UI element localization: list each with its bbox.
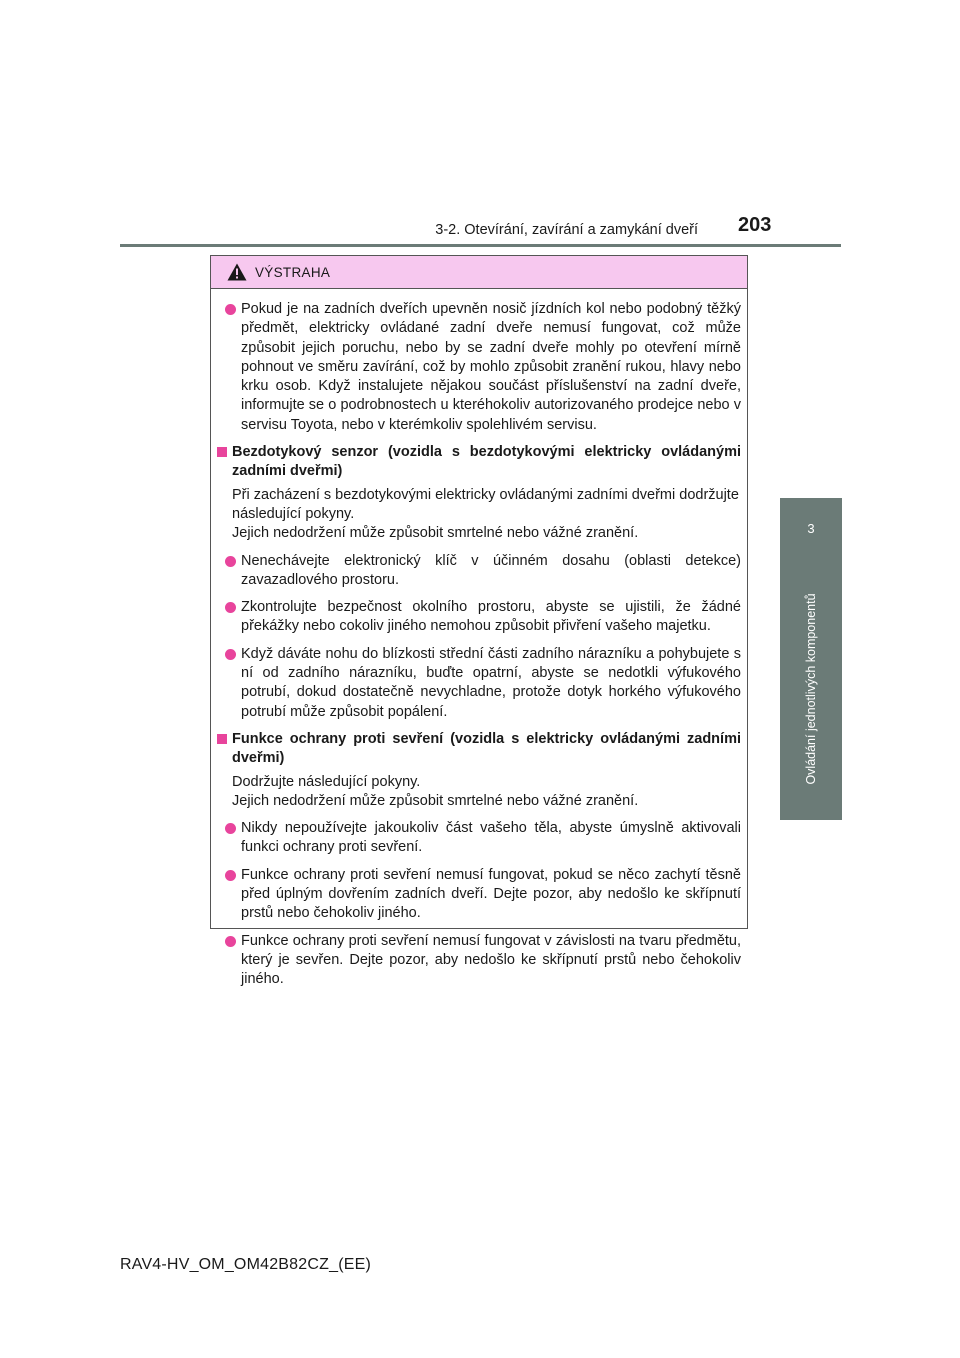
list-item-text: Funkce ochrany proti sevření nemusí fungovat, pokud se něco zachytí těsně před úplným dovřením zadních dveří. Dejte pozor, aby nedošlo ke skřípnutí prstů nebo čehokoliv jiného. (241, 866, 741, 922)
warning-header (211, 256, 747, 289)
list-item (217, 932, 741, 990)
warning-triangle-icon (227, 263, 247, 281)
list-item (217, 819, 741, 858)
paragraph: Jejich nedodržení může způsobit smrtelné nebo vážné zranění. (232, 792, 639, 809)
manual-code: RAV4-HV_OM_OM42B82CZ_(EE) (120, 1256, 371, 1273)
section-heading: Funkce ochrany proti sevření (vozidla s elektricky ovládanými zadními dveřmi) (232, 730, 741, 767)
section-title: 3-2. Otevírání, zavírání a zamykání dveří (435, 222, 698, 238)
bullet-dot-icon (225, 649, 236, 660)
paragraph: Dodržujte následující pokyny. (232, 773, 421, 790)
chapter-title: Ovládání jednotlivých komponentů (804, 593, 818, 785)
list-item (217, 552, 741, 591)
list-item (217, 645, 741, 722)
header-divider (120, 244, 841, 247)
chapter-number: 3 (807, 520, 815, 536)
list-item-text: Funkce ochrany proti sevření nemusí fungovat v závislosti na tvaru předmětu, který je sevřen. Dejte pozor, aby nedošlo ke skřípnutí prstů nebo čehokoliv jiného. (241, 932, 741, 988)
bullet-dot-icon (225, 823, 236, 834)
list-item (217, 300, 741, 435)
page-number: 203 (738, 214, 772, 236)
bullet-dot-icon (225, 936, 236, 947)
list-item (217, 866, 741, 924)
square-bullet-icon (217, 447, 227, 457)
paragraph: Jejich nedodržení může způsobit smrtelné nebo vážné zranění. (232, 525, 639, 542)
warning-box (210, 255, 748, 988)
section-anti-pinch (217, 730, 741, 990)
bullet-dot-icon (225, 304, 236, 315)
chapter-title-strip (780, 558, 842, 820)
chapter-tab (780, 498, 842, 558)
bullet-dot-icon (225, 870, 236, 881)
list-item-text: Nikdy nepoužívejte jakoukoliv část vašeho těla, abyste úmyslně aktivovali funkci ochrany proti sevření. (241, 820, 741, 856)
paragraph: Při zacházení s bezdotykovými elektricky ovládanými zadními dveřmi dodržujte následující pokyny. (232, 486, 739, 522)
list-item (217, 598, 741, 637)
list-item-text: Když dáváte nohu do blízkosti střední části zadního nárazníku a pohybujete s ní od zadního nárazníku, buďte opatrní, abyste se nedotkli výfukového potrubí, dokud dostatečně nevychladne, protože dotyk horkého výfukového potrubí může způsobit popálení. (241, 645, 741, 720)
warning-content (211, 289, 747, 990)
section-heading: Bezdotykový senzor (vozidla s bezdotykovými elektricky ovládanými zadními dveřmi) (232, 444, 741, 480)
list-item-text: Zkontrolujte bezpečnost okolního prostoru, abyste se ujistili, že žádné překážky nebo cokoliv jiného nemohou způsobit přivření vašeho majetku. (241, 599, 741, 635)
warning-label: VÝSTRAHA (255, 264, 331, 280)
list-item-text: Nenechávejte elektronický klíč v účinném dosahu (oblasti detekce) zavazadlového prostoru. (241, 552, 741, 588)
section-touchless-sensor (217, 443, 741, 722)
bullet-dot-icon (225, 556, 236, 567)
bullet-dot-icon (225, 602, 236, 613)
list-item-text: Pokud je na zadních dveřích upevněn nosič jízdních kol nebo podobný těžký předmět, elektricky ovládané zadní dveře nemusí fungovat, což může způsobit jejich poruchu, nebo by se zadní dveře mohly po otevření mírně pohnout ve směru zavírání, což by mohlo způsobit zranění rukou, hlavy nebo krku osob. Když instalujete nějakou součást příslušenství na zadní dveře, informujte se o podrobnostech u kteréhokoliv autorizovaného prodejce nebo v servisu Toyota, nebo v kterémkoliv spolehlivém servisu. (241, 301, 741, 433)
square-bullet-icon (217, 734, 227, 744)
